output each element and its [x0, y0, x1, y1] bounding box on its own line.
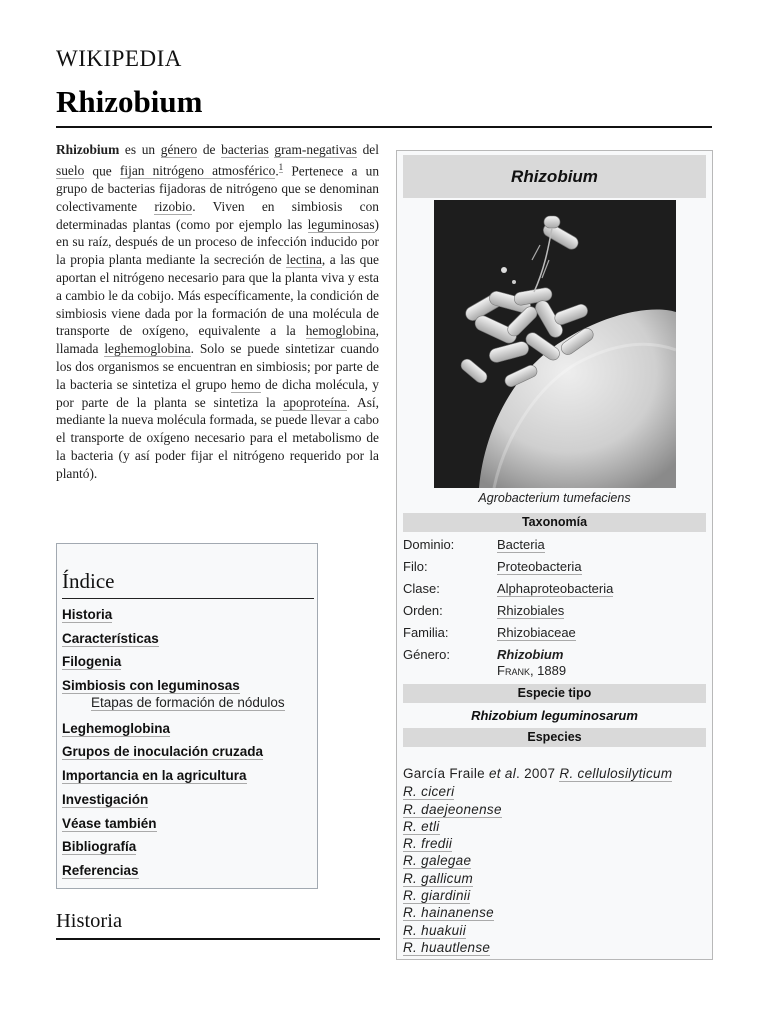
species-header: Especies [403, 728, 706, 747]
intro-text: que [84, 163, 120, 179]
species-link[interactable]: R. daejeonense [403, 801, 502, 817]
species-item[interactable] [403, 835, 706, 852]
species-item[interactable] [403, 801, 706, 818]
infobox [396, 150, 713, 960]
species-year: . 2007 [516, 766, 560, 781]
toc-item-label[interactable]: Véase también [62, 815, 157, 831]
title-divider [56, 126, 712, 128]
link-hemo[interactable]: hemo [230, 376, 261, 392]
authority-name[interactable]: Frank [497, 663, 530, 678]
page-title: Rhizobium [56, 84, 203, 119]
species-item[interactable] [403, 870, 706, 887]
species-item[interactable] [403, 939, 706, 956]
species-link[interactable]: R. huautlense [403, 939, 491, 955]
table-of-contents [56, 543, 318, 889]
intro-text: , llamada [56, 323, 379, 357]
toc-item-label[interactable]: Grupos de inoculación cruzada [62, 744, 264, 760]
species-link[interactable]: R. giardinii [403, 888, 471, 904]
section-heading-historia: Historia [56, 910, 123, 932]
section-divider [56, 938, 380, 940]
link-rizobio[interactable]: rizobio [154, 198, 193, 214]
genus-authority [497, 663, 566, 678]
infobox-image-caption: Agrobacterium tumefaciens [478, 491, 631, 505]
toc-divider [62, 598, 314, 599]
species-link[interactable]: R. cellulosilyticum [559, 766, 673, 781]
species-etal: et al [488, 766, 517, 781]
species-link[interactable]: R. fredii [403, 836, 453, 852]
toc-subitem-etapas[interactable] [62, 693, 314, 712]
toc-item-label[interactable]: Investigación [62, 791, 149, 807]
taxonomy-value-link[interactable]: Rhizobiaceae [497, 625, 576, 640]
toc-item-label[interactable]: Importancia en la agricultura [62, 768, 247, 784]
species-item[interactable] [403, 922, 706, 939]
species-item-cellulosilyticum [403, 765, 706, 782]
intro-text: de dicha molécula, y por parte de la planta se sintetiza la [56, 376, 380, 410]
toc-item-vease[interactable] [62, 812, 314, 836]
link-genero[interactable]: género [160, 142, 198, 157]
toc-item-filogenia[interactable] [62, 650, 314, 674]
species-item[interactable] [403, 818, 706, 835]
species-item[interactable] [403, 887, 706, 904]
taxonomy-key: Clase: [403, 581, 440, 596]
toc-item-label[interactable]: Leghemoglobina [62, 720, 170, 736]
taxonomy-value-genus: Rhizobium [497, 647, 564, 662]
species-link[interactable]: R. etli [403, 818, 440, 834]
authority-year: , 1889 [529, 663, 567, 678]
toc-title: Índice [62, 569, 115, 593]
intro-lead-term: Rhizobium [56, 142, 120, 157]
intro-text: , a las que aportan el nitrógeno necesario para que la planta viva y esta a cambio le da cobijo. Más específicamente, la condición de simbiosis viene dada por la formación de una molécula de transporte de oxígeno, equivalente a la [56, 252, 379, 339]
toc-item-label[interactable]: Características [62, 630, 159, 646]
species-link[interactable]: R. huakuii [403, 922, 467, 938]
infobox-title: Rhizobium [403, 155, 706, 198]
toc-item-bibliografia[interactable] [62, 835, 314, 859]
toc-item-historia[interactable] [62, 603, 314, 627]
taxonomy-key: Filo: [403, 559, 428, 574]
species-link[interactable]: R. hainanense [403, 905, 494, 921]
toc-item-label[interactable]: Filogenia [62, 654, 122, 670]
species-list [403, 765, 706, 956]
taxonomy-value-link[interactable]: Rhizobiales [497, 603, 565, 618]
taxonomy-key: Orden: [403, 603, 443, 618]
taxonomy-value-link[interactable]: Proteobacteria [497, 559, 582, 574]
species-author: García Fraile [403, 766, 489, 781]
taxonomy-header: Taxonomía [403, 513, 706, 532]
link-lectina[interactable]: lectina [286, 252, 322, 268]
toc-item-leghemoglobina[interactable] [62, 717, 314, 741]
intro-text: . Solo se puede sintetizar cuando los dos organismos se encuentran en simbiosis; por parte de la bacteria se sintetiza el grupo [56, 341, 379, 392]
taxonomy-value-link[interactable]: Bacteria [497, 537, 545, 552]
species-link[interactable]: R. gallicum [403, 870, 474, 886]
link-fijan-nitrogeno[interactable]: fijan nitrógeno atmosférico [119, 163, 276, 179]
link-suelo[interactable]: suelo [56, 163, 85, 179]
toc-list [62, 603, 314, 883]
intro-text: ) en su raíz, después de un proceso de infección inducido por la propia planta mediante la secreción de [56, 216, 379, 268]
wikipedia-wordmark[interactable]: WIKIPEDIA [56, 46, 182, 71]
species-link[interactable]: R. galegae [403, 853, 472, 869]
toc-item-grupos[interactable] [62, 740, 314, 764]
species-item[interactable] [403, 852, 706, 869]
taxonomy-key: Dominio: [403, 537, 455, 552]
link-bacterias[interactable]: bacterias [221, 142, 269, 157]
intro-paragraph [56, 141, 379, 483]
intro-text: de [197, 142, 222, 157]
toc-item-investigacion[interactable] [62, 788, 314, 812]
toc-item-caracteristicas[interactable] [62, 627, 314, 651]
toc-item-label[interactable]: Bibliografía [62, 839, 137, 855]
intro-text: del [356, 142, 379, 157]
link-hemoglobina[interactable]: hemoglobina [305, 323, 376, 339]
species-link[interactable]: R. ciceri [403, 784, 455, 800]
taxonomy-value-link[interactable]: Alphaproteobacteria [497, 581, 614, 596]
intro-text: . Viven en simbiosis con determinadas plantas (como por ejemplo las [56, 198, 379, 232]
toc-item-label[interactable]: Referencias [62, 862, 139, 878]
taxonomy-key: Género: [403, 647, 450, 662]
type-species-header: Especie tipo [403, 684, 706, 703]
intro-text: Pertenece a un grupo de bacterias fijadoras de nitrógeno que se denominan colectivamente [56, 163, 380, 214]
toc-item-label[interactable]: Etapas de formación de nódulos [91, 694, 285, 710]
link-leghemoglobina[interactable]: leghemoglobina [104, 341, 191, 357]
intro-text: . Así, mediante la nueva molécula formada, se puede llevar a cabo el transporte de oxígeno necesario para el metabolismo de la bacteria (y así poder fijar el nitrógeno requerido por la plantó). [56, 394, 379, 481]
type-species-name[interactable]: Rhizobium leguminosarum [471, 708, 638, 723]
reference-1[interactable]: 1 [278, 161, 284, 172]
toc-item-label[interactable]: Simbiosis con leguminosas [62, 678, 240, 694]
link-gram-negativas[interactable]: gram-negativas [274, 142, 357, 157]
species-item[interactable] [403, 904, 706, 921]
toc-item-importancia[interactable] [62, 764, 314, 788]
taxonomy-key: Familia: [403, 625, 449, 640]
toc-item-referencias[interactable] [62, 859, 314, 883]
link-apoproteina[interactable]: apoproteína [283, 394, 347, 410]
toc-item-label[interactable]: Historia [62, 607, 113, 622]
intro-text: . [275, 163, 279, 179]
species-item[interactable] [403, 783, 706, 800]
link-leguminosas[interactable]: leguminosas [307, 216, 375, 232]
intro-text: es un [119, 142, 161, 157]
microscope-image[interactable] [434, 200, 676, 488]
